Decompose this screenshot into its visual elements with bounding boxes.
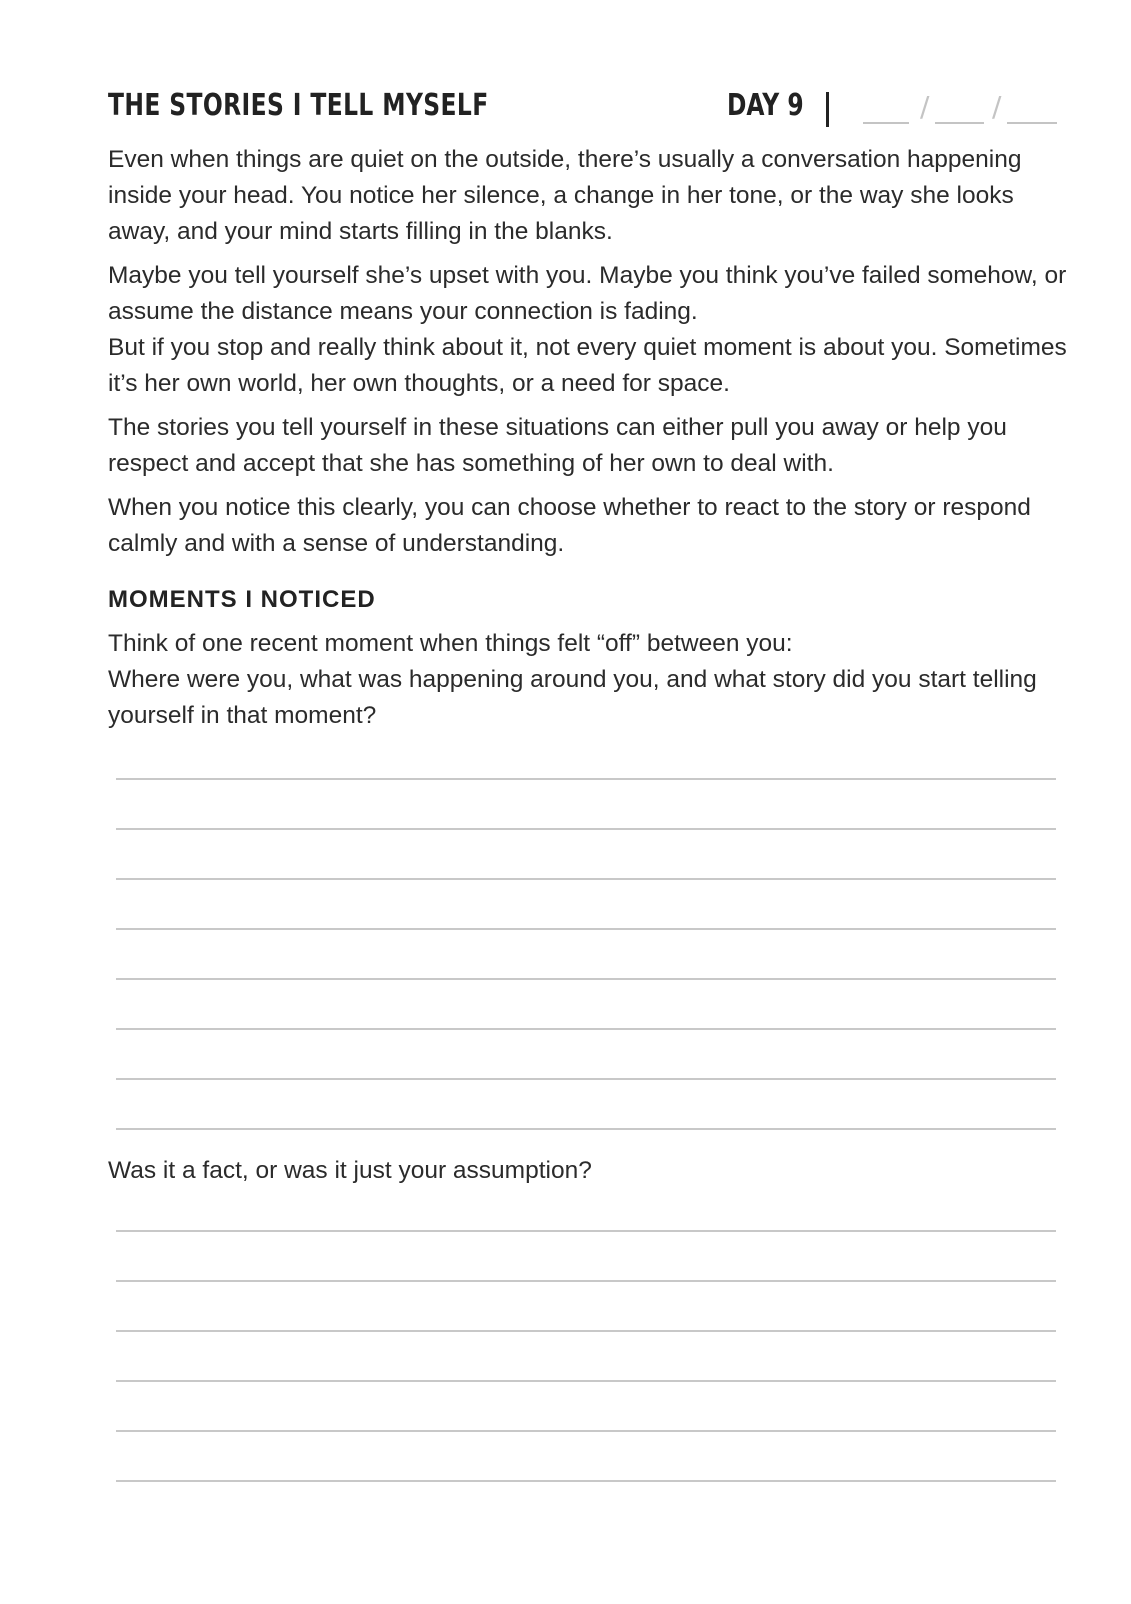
writing-line[interactable] bbox=[116, 828, 1056, 830]
writing-line[interactable] bbox=[116, 1380, 1056, 1382]
writing-line[interactable] bbox=[116, 978, 1056, 980]
date-month-blank[interactable] bbox=[863, 122, 909, 124]
section-heading: MOMENTS I NOTICED bbox=[108, 586, 376, 613]
date-slash: / bbox=[920, 90, 930, 123]
prompt-line: Where were you, what was happening around you, and what story did you start telling yourself in that moment? bbox=[108, 666, 1037, 729]
prompt-line: Think of one recent moment when things felt “off” between you: bbox=[108, 630, 793, 657]
intro-line: But if you stop and really think about it, not every quiet moment is about you. Sometimes it’s her own world, her own thoughts, or a need for space. bbox=[108, 334, 1067, 397]
writing-line[interactable] bbox=[116, 1330, 1056, 1332]
day-divider bbox=[826, 92, 829, 127]
date-slash: / bbox=[992, 90, 1002, 123]
page-title: THE STORIES I TELL MYSELF bbox=[108, 88, 489, 123]
writing-line[interactable] bbox=[116, 1230, 1056, 1232]
writing-line[interactable] bbox=[116, 928, 1056, 930]
writing-line[interactable] bbox=[116, 1128, 1056, 1130]
intro-paragraph bbox=[108, 258, 1068, 402]
writing-line[interactable] bbox=[116, 778, 1056, 780]
intro-line: Maybe you tell yourself she’s upset with you. Maybe you think you’ve failed somehow, or assume the distance means your connection is fading. bbox=[108, 262, 1067, 325]
writing-line[interactable] bbox=[116, 1280, 1056, 1282]
date-year-blank[interactable] bbox=[1007, 122, 1057, 124]
prompt-question: Was it a fact, or was it just your assumption? bbox=[108, 1157, 592, 1184]
intro-text bbox=[108, 142, 1068, 570]
writing-line[interactable] bbox=[116, 1480, 1056, 1482]
writing-line[interactable] bbox=[116, 1078, 1056, 1080]
intro-paragraph: The stories you tell yourself in these situations can either pull you away or help you respect and accept that she has something of her own to deal with. bbox=[108, 414, 1007, 477]
intro-paragraph: When you notice this clearly, you can choose whether to react to the story or respond calmly and with a sense of understanding. bbox=[108, 494, 1031, 557]
writing-line[interactable] bbox=[116, 1430, 1056, 1432]
writing-line[interactable] bbox=[116, 1028, 1056, 1030]
intro-paragraph: Even when things are quiet on the outside, there’s usually a conversation happening inside your head. You notice her silence, a change in her tone, or the way she looks away, and your mind starts filling in the blanks. bbox=[108, 146, 1022, 245]
writing-line[interactable] bbox=[116, 878, 1056, 880]
day-label: DAY 9 bbox=[727, 88, 804, 123]
prompt-question bbox=[108, 626, 1068, 734]
date-day-blank[interactable] bbox=[935, 122, 984, 124]
